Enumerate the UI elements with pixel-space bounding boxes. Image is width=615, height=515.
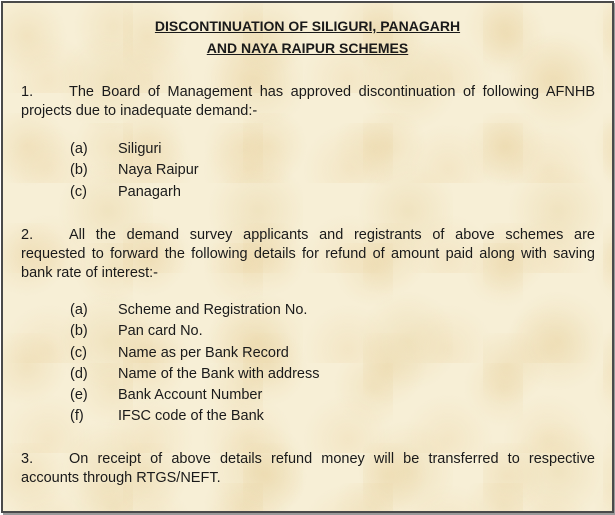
list-item-marker: (c) bbox=[70, 344, 87, 361]
list-item bbox=[70, 139, 570, 160]
list-item-marker: (d) bbox=[70, 365, 88, 382]
paragraph-1-number: 1. bbox=[21, 84, 34, 100]
list-item-text: Name as per Bank Record bbox=[118, 344, 289, 361]
list-item-marker: (c) bbox=[70, 183, 87, 200]
list-item bbox=[70, 406, 570, 427]
list-item bbox=[70, 300, 570, 321]
list-item-text: Siliguri bbox=[118, 141, 162, 157]
list-item-marker: (f) bbox=[70, 408, 84, 425]
list-item-marker: (e) bbox=[70, 387, 88, 404]
list-item-text: Scheme and Registration No. bbox=[118, 302, 308, 318]
paragraph-3-text: On receipt of above details refund money will be transferred to respective accounts through RTGS/NEFT. bbox=[21, 451, 595, 486]
list-item bbox=[70, 343, 570, 364]
paragraph-3-number: 3. bbox=[21, 451, 34, 467]
paragraph-2 bbox=[21, 226, 595, 283]
list-item bbox=[70, 364, 570, 385]
list-item-text: Panagarh bbox=[118, 183, 181, 200]
paragraph-3 bbox=[21, 450, 595, 488]
list-item-marker: (b) bbox=[70, 323, 88, 340]
list-item bbox=[70, 385, 570, 406]
list-item-text: Naya Raipur bbox=[118, 162, 199, 179]
list-item bbox=[70, 182, 570, 203]
list-item-text: Name of the Bank with address bbox=[118, 365, 320, 382]
paragraph-2-number: 2. bbox=[21, 227, 34, 243]
paragraph-1 bbox=[21, 83, 595, 121]
list-item-marker: (a) bbox=[70, 141, 88, 157]
notice-title-line-1: DISCONTINUATION OF SILIGURI, PANAGARH bbox=[154, 18, 461, 34]
list-item-marker: (b) bbox=[70, 162, 88, 179]
list-item-text: Bank Account Number bbox=[118, 387, 263, 404]
list-item-text: Pan card No. bbox=[118, 323, 203, 340]
list-item-marker: (a) bbox=[70, 302, 88, 318]
list-item-text: IFSC code of the Bank bbox=[118, 408, 264, 425]
list-item bbox=[70, 160, 570, 181]
list-item bbox=[70, 321, 570, 342]
notice-panel bbox=[1, 1, 614, 513]
paragraph-1-text: The Board of Management has approved discontinuation of following AFNHB projects due to inadequate demand:- bbox=[21, 84, 595, 119]
paragraph-2-text: All the demand survey applicants and registrants of above schemes are requested to forward the following details for refund of amount paid along with saving bank rate of interest:- bbox=[21, 227, 595, 281]
discontinued-schemes-list bbox=[70, 139, 570, 203]
notice-title-line-2: AND NAYA RAIPUR SCHEMES bbox=[206, 40, 409, 56]
required-details-list bbox=[70, 300, 570, 428]
